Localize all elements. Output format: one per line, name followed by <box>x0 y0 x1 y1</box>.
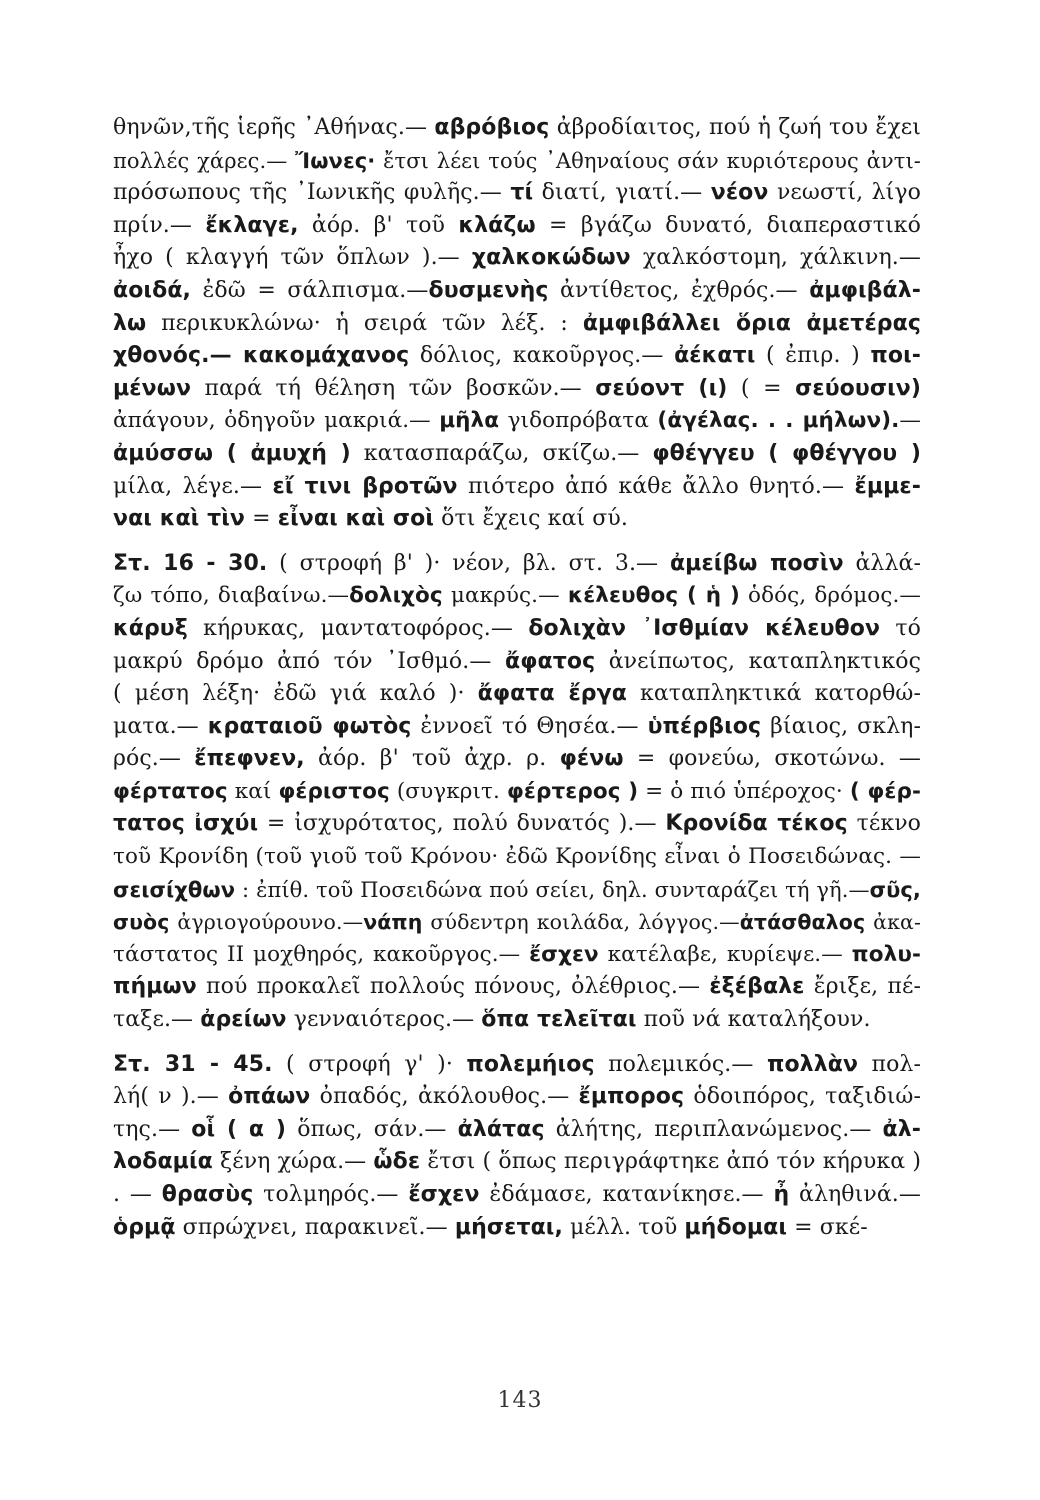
page-number: 143 <box>497 1388 543 1413</box>
headword: ἦ <box>773 1182 790 1207</box>
gloss-text: τοῦ Κρονίδη (τοῦ γιοῦ τοῦ Κρόνου· ἐδῶ Κρονίδης εἶναι ὁ Ποσειδώνας. — <box>113 844 921 870</box>
headword: συὸς <box>113 910 170 935</box>
headword: ἀέκατι <box>674 343 756 369</box>
headword: ἀμφιβάλ- <box>809 277 921 303</box>
headword: Ἴωνες· <box>295 148 376 173</box>
gloss-text: ( = <box>727 375 796 401</box>
headword: ἀλάτας <box>457 1116 545 1142</box>
gloss-text: ζω τόπο, διαβαίνω.— <box>113 583 350 609</box>
text-line <box>113 678 921 711</box>
headword: εἴ τινι βροτῶν <box>272 473 458 499</box>
gloss-text: περικυκλώνω· ἡ σειρά τῶν λέξ. : <box>146 310 583 336</box>
gloss-text: ( μέση λέξη· ἐδῶ γιά καλό )· <box>113 681 478 707</box>
headword: Στ. 16 - 30. <box>113 550 268 576</box>
headword: ἀλ- <box>882 1116 921 1142</box>
gloss-text: ἀκα- <box>865 910 921 935</box>
gloss-text: πού προκαλεῖ πολλούς πόνους, ὀλέθριος.— <box>196 974 710 1000</box>
headword: ἔκλαγε, <box>205 212 299 238</box>
gloss-text: ὁδός, δρόμος.— <box>739 583 921 609</box>
gloss-text: πρίν.— <box>113 212 206 238</box>
gloss-text: κήρυκας, μαντατοφόρος.— <box>187 615 529 641</box>
headword: δολιχὸς <box>349 583 443 609</box>
gloss-text: = ἰσχυρότατος, πολύ δυνατός ).— <box>258 811 666 837</box>
gloss-text: διατί, γιατί.— <box>533 180 711 206</box>
headword: ἔσχεν <box>408 1182 480 1207</box>
gloss-text: νεωστί, λίγο <box>768 180 921 206</box>
gloss-text: πολ- <box>858 1051 921 1077</box>
headword: Κρονίδα τέκος <box>665 811 848 837</box>
headword: ποι- <box>870 343 921 369</box>
text-line <box>113 471 921 504</box>
gloss-text: = φονεύω, σκοτώνω. — <box>623 746 921 772</box>
headword: φέρτατος <box>113 778 228 804</box>
gloss-text: = <box>245 506 278 532</box>
headword: μένων <box>113 375 192 401</box>
gloss-text: ἀλλά- <box>843 550 921 576</box>
gloss-text: ἀπάγουν, ὁδηγοῦν μακριά.— <box>113 408 440 434</box>
gloss-text: ρός.— <box>113 746 195 772</box>
headword: σεύουσιν) <box>795 375 921 401</box>
headword: πολεμήιος <box>466 1051 595 1077</box>
text-line <box>113 373 921 406</box>
headword: ἔπεφνεν, <box>194 746 305 772</box>
gloss-text: . — <box>113 1182 162 1207</box>
gloss-text: μακρύς.— <box>442 583 568 609</box>
headword: κραταιοῦ φωτὸς <box>207 713 412 739</box>
text-line <box>113 210 921 243</box>
headword: ἄφατος <box>504 648 596 674</box>
gloss-text: μακρύ δρόμο ἀπό τόν ᾿Ισθμό.— <box>113 648 505 674</box>
gloss-text: ( στροφή γ' )· <box>272 1051 467 1077</box>
headword: (ἀγέλας. . . μήλων). <box>657 408 900 434</box>
text-line <box>113 1081 921 1114</box>
headword: ὧδε <box>373 1149 421 1175</box>
gloss-text: ὁδοιπόρος, ταξιδιώ- <box>684 1084 921 1110</box>
gloss-text: ἀγριογούρουνο.— <box>169 910 364 935</box>
gloss-text: τολμηρός.— <box>253 1182 409 1207</box>
gloss-text: γιδοπρόβατα <box>499 408 658 434</box>
headword: σῦς, <box>869 877 921 902</box>
gloss-text: τό <box>880 615 921 641</box>
headword: σεύοντ (ι) <box>595 375 728 401</box>
gloss-text: ἦχο ( κλαγγή τῶν ὅπλων ).— <box>113 245 472 271</box>
headword: φένω <box>559 746 624 772</box>
headword: φέρτερος ) <box>506 778 639 804</box>
text-line <box>113 906 921 939</box>
text-line <box>113 646 921 679</box>
gloss-text: λή( ν ).— <box>113 1084 229 1110</box>
gloss-text: σπρώχνει, παρακινεῖ.— <box>175 1214 455 1240</box>
gloss-text: = βγάζω δυνατό, διαπεραστικό <box>535 212 921 238</box>
headword: νάπη <box>363 910 423 935</box>
gloss-text: ταξε.— <box>113 1007 201 1033</box>
gloss-text: τάστατος ΙΙ μοχθηρός, κακοῦργος.— <box>113 941 530 967</box>
text-line <box>113 308 921 341</box>
text-line <box>113 971 921 1004</box>
headword: οἷ ( α ) <box>191 1116 287 1142</box>
headword: κέλευθος ( ἡ ) <box>567 583 740 609</box>
gloss-text: (συγκριτ. <box>389 778 507 804</box>
text-line <box>113 405 921 438</box>
headword: λω <box>113 310 147 336</box>
gloss-text: βίαιος, σκλη- <box>761 713 921 739</box>
gloss-text: ματα.— <box>113 713 208 739</box>
gloss-text: : ἐπίθ. τοῦ Ποσειδώνα πού σείει, δηλ. συνταράζει τή γῆ.— <box>235 877 870 902</box>
headword: ἀμύσσω ( ἀμυχή ) <box>113 440 351 466</box>
gloss-text: ποῦ νά καταλήξουν. <box>636 1007 871 1033</box>
headword: ὁρμᾷ <box>113 1214 176 1240</box>
gloss-text: της.— <box>113 1116 192 1142</box>
headword: λοδαμία <box>113 1149 213 1175</box>
headword: πολυ- <box>851 941 921 967</box>
gloss-text: ἔτσι ( ὅπως περιγράφτηκε ἀπό τόν κήρυκα ) <box>420 1149 921 1175</box>
gloss-text: δόλιος, κακοῦργος.— <box>409 343 675 369</box>
headword: ναι καὶ τὶν <box>113 506 246 532</box>
headword: ἀοιδά, <box>113 277 191 303</box>
text-line <box>113 580 921 613</box>
text-line <box>113 613 921 646</box>
headword: ἀρείων <box>200 1007 287 1033</box>
headword: νέον <box>710 180 769 206</box>
gloss-text: ἀβροδίαιτος, πού ἡ ζωή του ἔχει <box>549 115 921 140</box>
headword: ἔσχεν <box>529 941 599 967</box>
gloss-text: παρά τή θέληση τῶν βοσκῶν.— <box>191 375 596 401</box>
headword: σεισίχθων <box>113 877 236 902</box>
gloss-text: ἔριξε, πέ- <box>804 974 921 1000</box>
gloss-text: ἐννοεῖ τό Θησέα.— <box>411 713 648 739</box>
text-line <box>113 1114 921 1147</box>
headword: ἀμείβω ποσὶν <box>669 550 844 576</box>
gloss-text: ἐδῶ = σάλπισμα.— <box>191 277 429 303</box>
gloss-text: ἀόρ. β' τοῦ <box>298 212 459 238</box>
headword: ὅπα τελεῖται <box>481 1007 637 1033</box>
gloss-text: ἀληθινά.— <box>789 1182 921 1207</box>
gloss-text: μίλα, λέγε.— <box>113 473 273 499</box>
headword: ὀπάων <box>228 1084 311 1110</box>
gloss-text: πολεμικός.— <box>594 1051 767 1077</box>
headword: ἐξέβαλε <box>709 974 805 1000</box>
headword: μῆλα <box>439 408 500 434</box>
gloss-text: μέλλ. τοῦ <box>562 1214 685 1240</box>
headword: δολιχὰν ᾿Ισθμίαν κέλευθον <box>528 615 881 641</box>
text-line <box>113 939 921 972</box>
gloss-text: τέκνο <box>847 811 921 837</box>
headword: Στ. 31 - 45. <box>113 1051 273 1077</box>
gloss-text: = σκέ- <box>787 1214 868 1240</box>
gloss-text: πιότερο ἀπό κάθε ἄλλο θνητό.— <box>457 473 855 499</box>
gloss-text: χαλκόστομη, χάλκινη.— <box>630 245 921 271</box>
gloss-text: ὅτι ἔχεις καί σύ. <box>434 506 628 532</box>
gloss-text: — <box>899 408 921 434</box>
gloss-text: ξένη χώρα.— <box>212 1149 374 1175</box>
gloss-text: πρόσωπους τῆς ᾿Ιωνικῆς φυλῆς.— <box>113 180 511 206</box>
headword: κλάζω <box>458 212 536 238</box>
gloss-text: ὅπως, σάν.— <box>286 1116 458 1142</box>
gloss-text: θηνῶν,τῆς ἱερῆς ᾿Αθήνας.— <box>113 115 435 140</box>
headword: ἄφατα ἔργα <box>477 681 627 707</box>
headword: ἀτάσθαλος <box>739 910 866 935</box>
headword: μήσεται, <box>454 1214 563 1240</box>
gloss-text: γενναιότερος.— <box>286 1007 482 1033</box>
text-line <box>113 776 921 809</box>
headword: φέριστος <box>278 778 390 804</box>
text-line <box>113 112 921 145</box>
text-line <box>113 275 921 308</box>
headword: κάρυξ <box>113 615 188 641</box>
gloss-text: καί <box>227 778 279 804</box>
gloss-text: ὀπαδός, ἀκόλουθος.— <box>310 1084 579 1110</box>
headword: πήμων <box>113 974 197 1000</box>
headword: δυσμενὴς <box>428 277 549 303</box>
gloss-text: σύδεντρη κοιλάδα, λόγγος.— <box>422 910 740 935</box>
gloss-text: ἐδάμασε, κατανίκησε.— <box>479 1182 774 1207</box>
text-line <box>113 841 921 874</box>
headword: τατος ἰσχύι <box>113 811 259 837</box>
headword: μήδομαι <box>684 1214 788 1240</box>
headword: αβρόβιος <box>434 115 550 140</box>
headword: θρασὺς <box>161 1182 254 1207</box>
commentary-text <box>113 112 921 1244</box>
headword: τί <box>510 180 534 206</box>
headword: φθέγγευ ( φθέγγου ) <box>652 440 921 466</box>
headword: ὑπέρβιος <box>647 713 762 739</box>
gloss-text: πολλές χάρες.— <box>113 148 296 173</box>
headword: εἶναι καὶ σοὶ <box>277 506 434 532</box>
gloss-text: ( στροφή β' )· νέον, βλ. στ. 3.— <box>267 550 670 576</box>
headword: ( φέρ- <box>849 778 921 804</box>
gloss-text: καταπληκτικά κατορθώ- <box>626 681 921 707</box>
text-line <box>113 145 921 178</box>
text-line <box>113 177 921 210</box>
headword: ἀμφιβάλλει ὅρια ἀμετέρας <box>582 310 921 336</box>
text-line <box>113 1146 921 1179</box>
text-line <box>113 242 921 275</box>
text-line <box>113 548 921 581</box>
headword: ἔμμε- <box>854 473 921 499</box>
text-line <box>113 503 921 536</box>
text-line <box>113 1212 921 1245</box>
headword: ἔμπορος <box>578 1084 685 1110</box>
text-line <box>113 743 921 776</box>
gloss-text: = ὁ πιό ὑπέροχος· <box>638 778 850 804</box>
text-line <box>113 808 921 841</box>
text-line <box>113 1049 921 1082</box>
text-line <box>113 340 921 373</box>
gloss-text: ( ἐπιρ. ) <box>755 343 871 369</box>
text-line <box>113 874 921 907</box>
text-line <box>113 1179 921 1212</box>
headword: χθονός.— κακομάχανος <box>113 343 410 369</box>
gloss-text: ἀνείπωτος, καταπληκτικός <box>595 648 921 674</box>
gloss-text: ἀλήτης, περιπλανώμενος.— <box>544 1116 883 1142</box>
gloss-text: ἀόρ. β' τοῦ ἀχρ. ρ. <box>304 746 560 772</box>
gloss-text: ἀντίθετος, ἐχθρός.— <box>548 277 810 303</box>
gloss-text: ἔτσι λέει τούς ᾿Αθηναίους σάν κυριότερους ἀντι- <box>375 148 921 173</box>
gloss-text: κατέλαβε, κυρίεψε.— <box>598 941 852 967</box>
text-line <box>113 438 921 471</box>
headword: χαλκοκώδων <box>471 245 631 271</box>
text-line <box>113 1004 921 1037</box>
gloss-text: κατασπαράζω, σκίζω.— <box>350 440 653 466</box>
text-line <box>113 711 921 744</box>
headword: πολλὰν <box>766 1051 859 1077</box>
